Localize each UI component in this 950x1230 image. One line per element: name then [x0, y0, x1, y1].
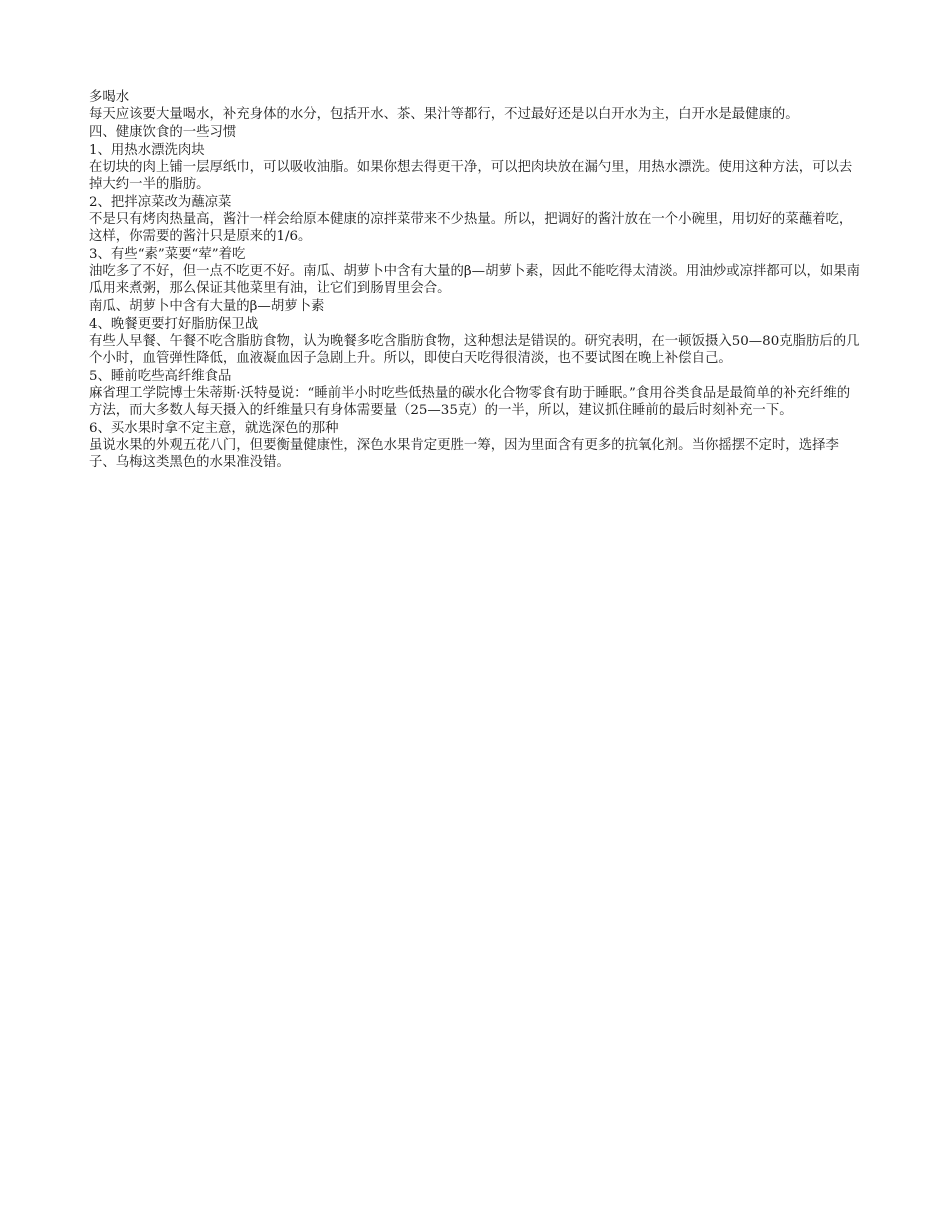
item-heading-4: 4、晚餐更要打好脂肪保卫战 — [89, 317, 259, 332]
item-paragraph-4: 有些人早餐、午餐不吃含脂肪食物，认为晚餐多吃含脂肪食物，这种想法是错误的。研究表明，在一顿饭摄入50—80克脂肪后的几个小时，血管弹性降低，血液凝血因子急剧上升。所以，即使白天吃得很清淡，也不要试图在晚上补偿自己。 — [89, 334, 860, 366]
item-caption-3: 南瓜、胡萝卜中含有大量的β—胡萝卜素 — [89, 299, 325, 314]
section-heading-drink-water: 多喝水 — [89, 90, 130, 105]
item-heading-2: 2、把拌凉菜改为蘸凉菜 — [89, 195, 232, 210]
item-paragraph-3: 油吃多了不好，但一点不吃更不好。南瓜、胡萝卜中含有大量的β—胡萝卜素，因此不能吃得太清淡。用油炒或凉拌都可以，如果南瓜用来煮粥，那么保证其他菜里有油，让它们到肠胃里会合。 — [89, 264, 861, 296]
item-paragraph-5: 麻省理工学院博士朱蒂斯·沃特曼说：“睡前半小时吃些低热量的碳水化合物零食有助于睡眠。”食用谷类食品是最简单的补充纤维的方法，而大多数人每天摄入的纤维量只有身体需要量（25—35克）的一半，所以，建议抓住睡前的最后时刻补充一下。 — [89, 386, 851, 418]
item-heading-5: 5、睡前吃些高纤维食品 — [89, 369, 232, 384]
item-paragraph-1: 在切块的肉上铺一层厚纸巾，可以吸收油脂。如果你想去得更干净，可以把肉块放在漏勺里，用热水漂洗。使用这种方法，可以去掉大约一半的脂肪。 — [89, 160, 853, 192]
paragraph-drink-water: 每天应该要大量喝水，补充身体的水分，包括开水、茶、果汁等都行，不过最好还是以白开水为主，白开水是最健康的。 — [89, 107, 799, 122]
item-heading-1: 1、用热水漂洗肉块 — [89, 143, 205, 158]
item-heading-3: 3、有些“素”菜要“荤”着吃 — [89, 247, 246, 262]
section-heading-healthy-habits: 四、健康饮食的一些习惯 — [89, 125, 237, 140]
item-heading-6: 6、买水果时拿不定主意，就选深色的那种 — [89, 421, 339, 436]
item-paragraph-6: 虽说水果的外观五花八门，但要衡量健康性，深色水果肯定更胜一筹，因为里面含有更多的抗氧化剂。当你摇摆不定时，选择李子、乌梅这类黑色的水果准没错。 — [89, 438, 839, 470]
document-page — [89, 88, 861, 472]
item-paragraph-2: 不是只有烤肉热量高，酱汁一样会给原本健康的凉拌菜带来不少热量。所以，把调好的酱汁放在一个小碗里，用切好的菜蘸着吃，这样，你需要的酱汁只是原来的1/6。 — [89, 212, 853, 244]
